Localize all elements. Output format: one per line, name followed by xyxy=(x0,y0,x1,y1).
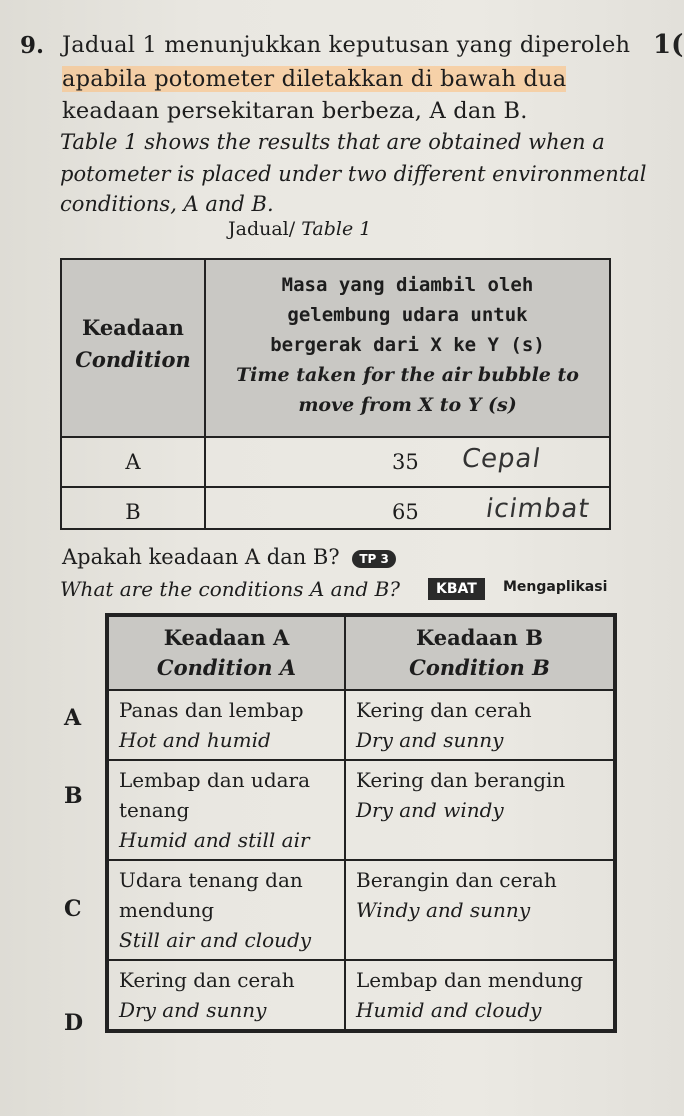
option-c-condition-b-english: Windy and sunny xyxy=(356,898,531,922)
option-a-condition-a xyxy=(108,690,345,760)
option-b-condition-b xyxy=(345,760,614,860)
time-header xyxy=(206,270,609,420)
option-a-condition-b-english: Dry and sunny xyxy=(356,728,504,752)
option-b-condition-b-english: Dry and windy xyxy=(356,798,504,822)
handwritten-note-a: Cepal xyxy=(459,444,543,474)
option-c-condition-b-malay: Berangin dan cerah xyxy=(356,868,557,892)
option-a-condition-b-malay: Kering dan cerah xyxy=(356,698,532,722)
option-a-condition-b xyxy=(345,690,614,760)
option-b-condition-a-malay: Lembap dan udara tenang xyxy=(119,768,311,822)
condition-a-header-malay: Keadaan A xyxy=(163,625,290,650)
handwritten-note-b: icimbat xyxy=(483,494,592,524)
condition-header-english: Condition xyxy=(75,347,191,372)
option-letter-d[interactable]: D xyxy=(64,1010,84,1036)
time-header-malay-1: Masa yang diambil oleh xyxy=(281,274,534,296)
option-c-condition-a-malay: Udara tenang dan mendung xyxy=(119,868,303,922)
option-letter-b[interactable]: B xyxy=(64,783,83,809)
condition-a-header-english: Condition A xyxy=(156,655,297,680)
option-d-condition-b-malay: Lembap dan mendung xyxy=(356,968,583,992)
caption-malay: Jadual/ xyxy=(228,218,296,240)
row-b-condition: B xyxy=(125,500,141,524)
question-malay-line-3: keadaan persekitaran berbeza, A dan B. xyxy=(62,98,528,124)
kbat-badge: KBAT xyxy=(428,578,485,600)
option-row-d[interactable] xyxy=(108,960,614,1030)
condition-header-malay: Keadaan xyxy=(82,315,184,340)
row-a-condition: A xyxy=(125,450,141,474)
option-d-condition-a-english: Dry and sunny xyxy=(119,998,267,1022)
prompt-english: What are the conditions A and B? xyxy=(60,577,401,601)
table-divider xyxy=(62,436,609,438)
option-c-condition-a xyxy=(108,860,345,960)
condition-b-header-english: Condition B xyxy=(409,655,550,680)
condition-header xyxy=(62,312,204,376)
option-d-condition-a xyxy=(108,960,345,1030)
option-b-condition-a xyxy=(108,760,345,860)
option-row-a[interactable] xyxy=(108,690,614,760)
prompt-malay xyxy=(62,545,396,569)
option-row-b[interactable] xyxy=(108,760,614,860)
question-english-line-2: potometer is placed under two different environmental xyxy=(60,162,647,186)
option-letter-a[interactable]: A xyxy=(64,705,82,731)
caption-english: Table 1 xyxy=(301,218,372,240)
table-divider xyxy=(62,486,609,488)
option-c-condition-b xyxy=(345,860,614,960)
condition-a-header xyxy=(108,616,345,690)
skill-label: Mengaplikasi xyxy=(503,579,608,595)
option-b-condition-a-english: Humid and still air xyxy=(119,828,310,852)
condition-b-header xyxy=(345,616,614,690)
time-header-english-2: move from X to Y (s) xyxy=(298,394,517,416)
option-d-condition-a-malay: Kering dan cerah xyxy=(119,968,295,992)
row-b-time: 65 xyxy=(392,500,419,524)
time-header-malay-2: gelembung udara untuk xyxy=(287,304,528,326)
row-a-time: 35 xyxy=(392,450,419,474)
results-table xyxy=(60,258,611,530)
question-number: 9. xyxy=(20,32,45,59)
time-header-english-1: Time taken for the air bubble to xyxy=(236,364,579,386)
prompt-malay-text: Apakah keadaan A dan B? xyxy=(62,545,340,569)
option-b-condition-b-malay: Kering dan berangin xyxy=(356,768,566,792)
highlighted-text: apabila potometer diletakkan di bawah dua xyxy=(62,66,567,92)
tp-badge: TP 3 xyxy=(352,550,396,568)
option-d-condition-b xyxy=(345,960,614,1030)
option-d-condition-b-english: Humid and cloudy xyxy=(356,998,542,1022)
option-row-c[interactable] xyxy=(108,860,614,960)
table-caption xyxy=(228,218,371,240)
options-table xyxy=(105,613,617,1033)
options-header-row xyxy=(108,616,614,690)
question-english-line-3: conditions, A and B. xyxy=(60,192,274,216)
option-letter-c[interactable]: C xyxy=(64,896,82,922)
option-a-condition-a-english: Hot and humid xyxy=(119,728,271,752)
question-malay-line-2 xyxy=(62,66,566,92)
condition-b-header-malay: Keadaan B xyxy=(416,625,543,650)
margin-mark: 1( xyxy=(653,30,684,60)
option-a-condition-a-malay: Panas dan lembap xyxy=(119,698,304,722)
question-malay-line-1: Jadual 1 menunjukkan keputusan yang diperoleh xyxy=(62,32,631,58)
question-english-line-1: Table 1 shows the results that are obtained when a xyxy=(60,130,605,154)
option-c-condition-a-english: Still air and cloudy xyxy=(119,928,312,952)
time-header-malay-3: bergerak dari X ke Y (s) xyxy=(270,334,545,356)
